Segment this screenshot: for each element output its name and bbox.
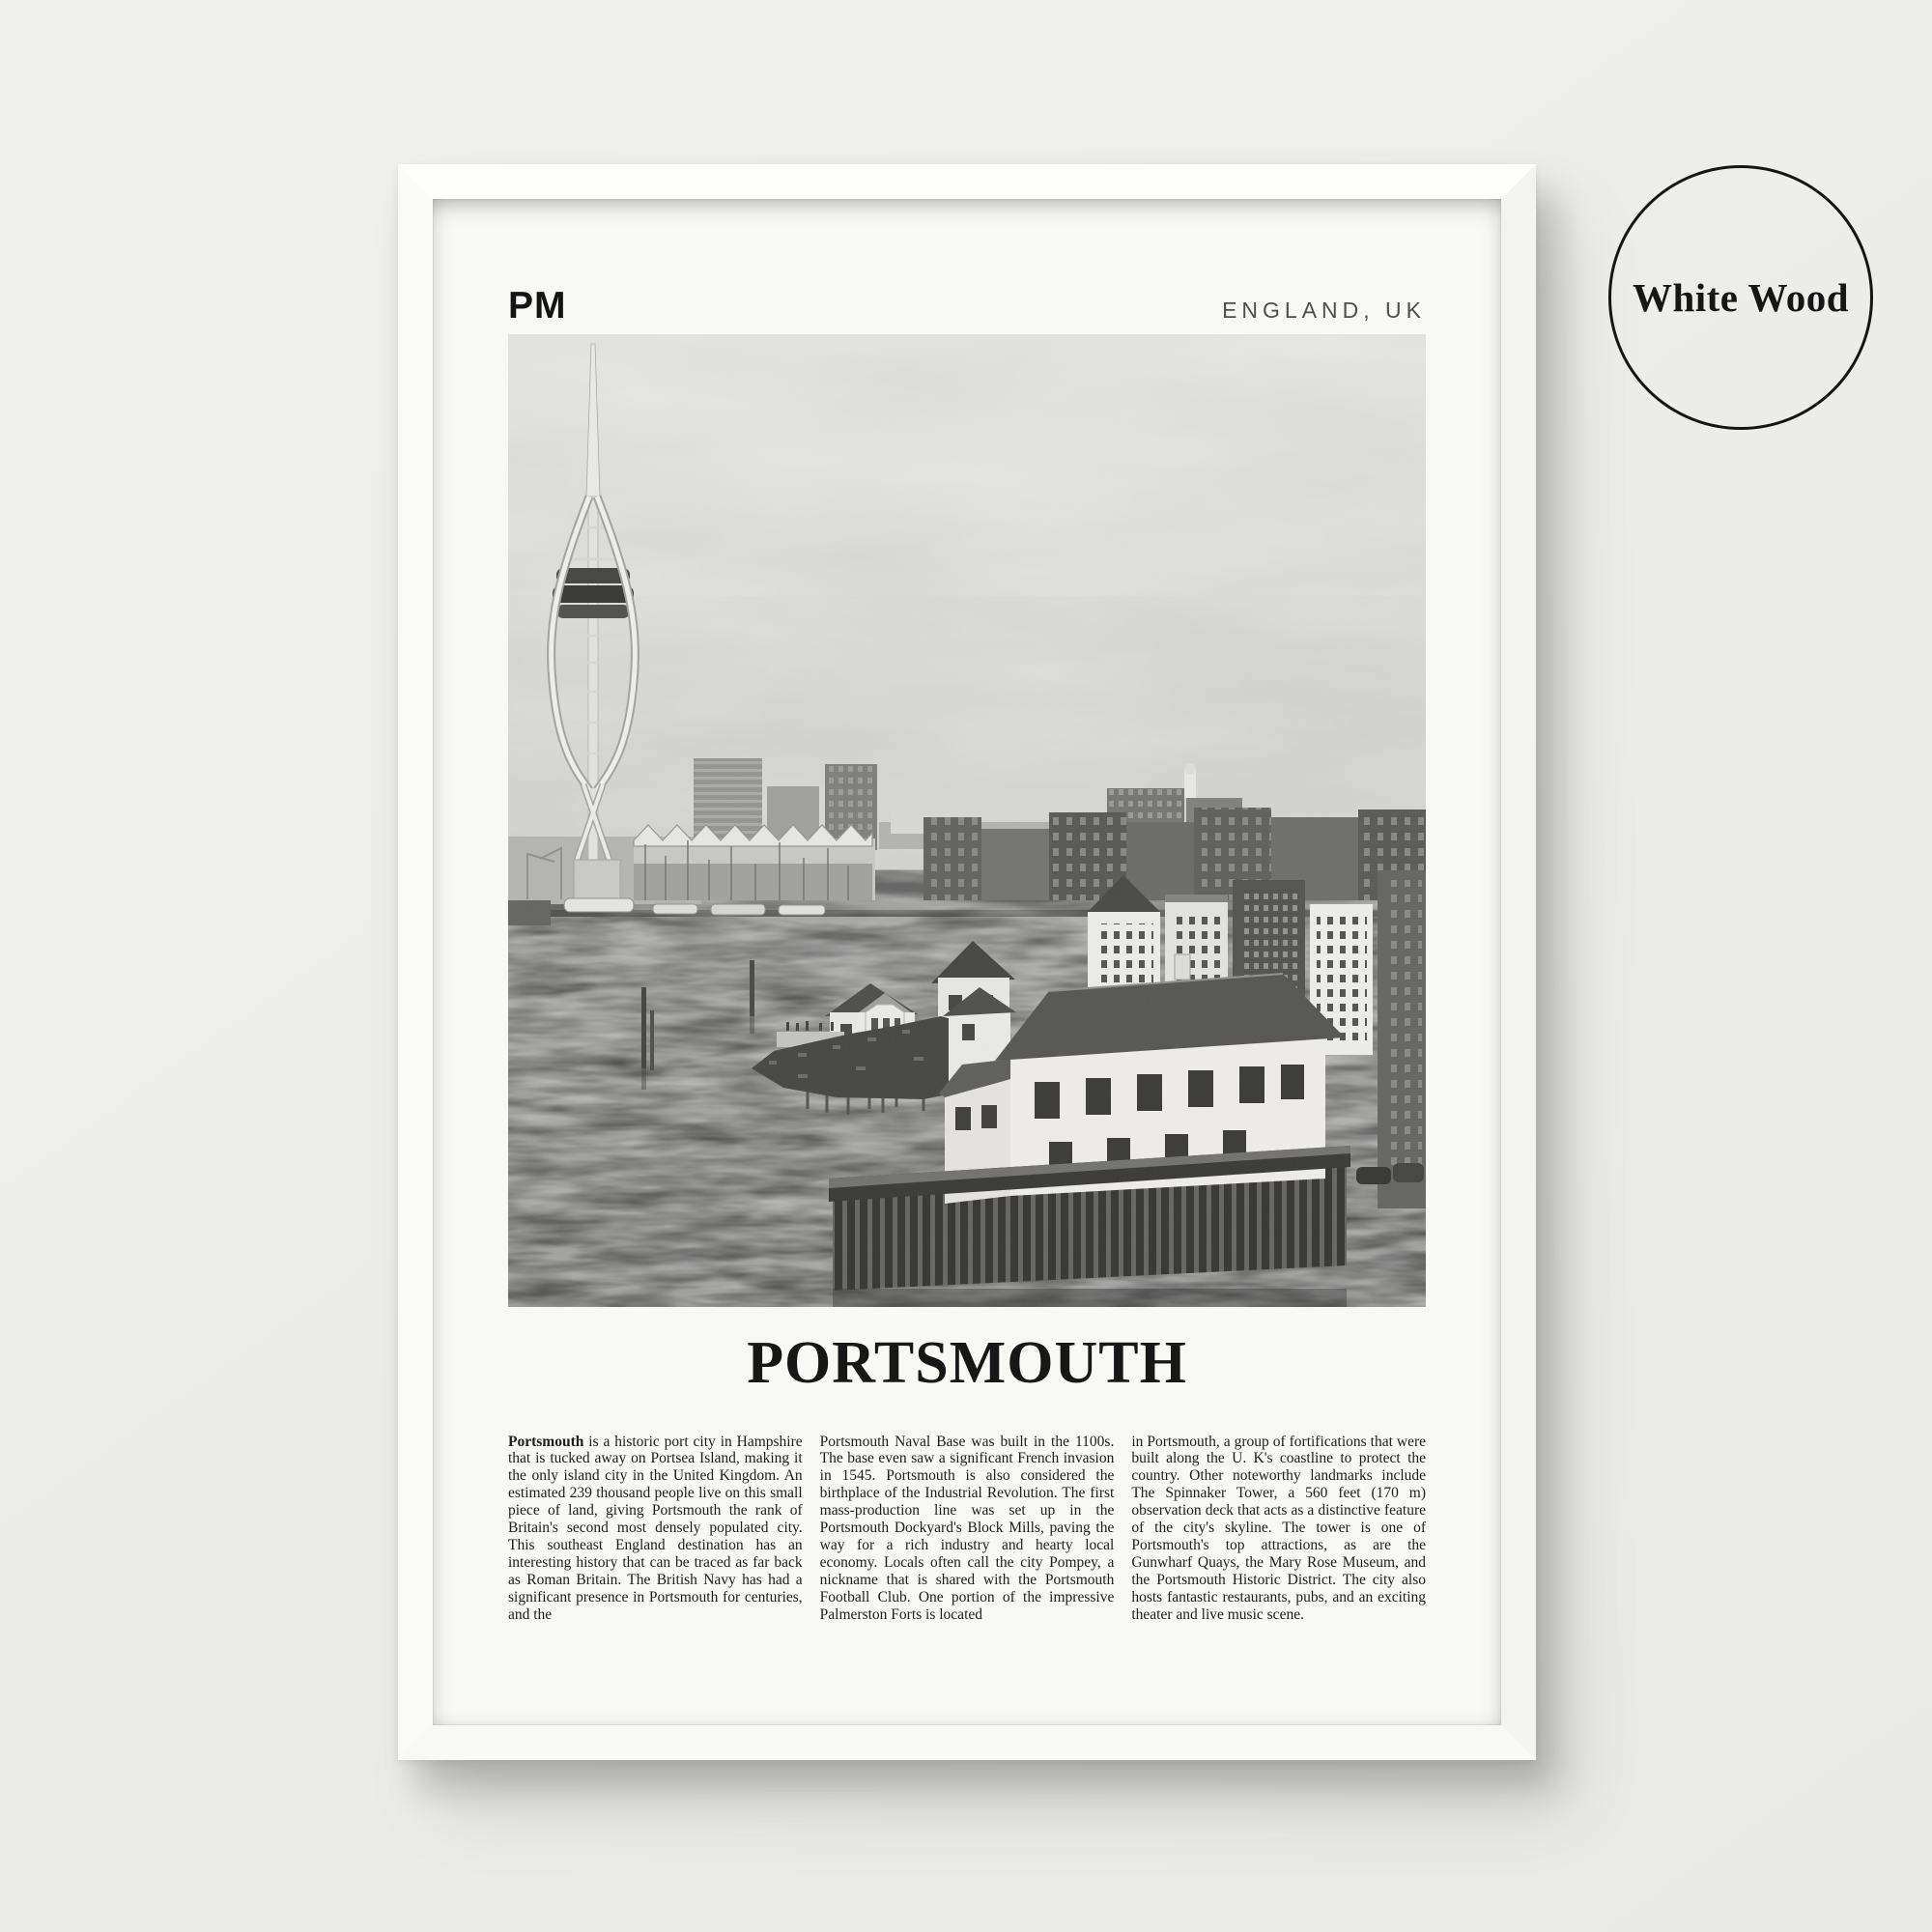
harbour-photo-illustration (508, 334, 1426, 1307)
poster-header (508, 280, 1426, 325)
body-column-2: Portsmouth Naval Base was built in the 1100s. The base even saw a significant French invasion in 1545. Portsmouth is also considered the birthplace of the Industrial Revolution. The first mass-production line was set up in the Portsmouth Dockyard's Block Mills, paving the way for a rich industry and hearty local economy. Locals often call the city Pompey, a nickname that is shared with the Portsmouth Football Club. One portion of the impressive Palmerston Forts is located (819, 1433, 1115, 1623)
poster-logo: PM (508, 285, 567, 327)
poster-title: PORTSMOUTH (747, 1330, 1187, 1396)
body-column-3: in Portsmouth, a group of fortifications that were built along the U. K's coastline to protect the country. Other noteworthy landmarks include The Spinnaker Tower, a 560 feet (170 m) observation deck that acts as a distinctive feature of the city's skyline. The tower is one of Portsmouth's top attractions, as are the Gunwharf Quays, the Mary Rose Museum, and the Portsmouth Historic District. The city also hosts fantastic restaurants, pubs, and an exciting theater and live music scene. (1131, 1433, 1427, 1623)
frame-style-badge (1608, 165, 1873, 430)
body-column-1: Portsmouth is a historic port city in Hampshire that is tucked away on Portsea Island, making it the only island city in the United Kingdom. An estimated 239 thousand people live on this small piece of land, giving Portsmouth the rank of Britain's second most densely populated city. This southeast England destination has an interesting history that can be traced as far back as Roman Britain. The British Navy has had a significant presence in Portsmouth for centuries, and the (508, 1433, 803, 1623)
poster-body (508, 1418, 1426, 1638)
poster-location: ENGLAND, UK (1222, 298, 1426, 323)
lead-word: Portsmouth (508, 1433, 584, 1450)
poster-paper (433, 199, 1501, 1725)
poster-frame (398, 164, 1536, 1760)
poster-photo (508, 334, 1426, 1307)
frame-style-label: White Wood (1632, 275, 1850, 320)
